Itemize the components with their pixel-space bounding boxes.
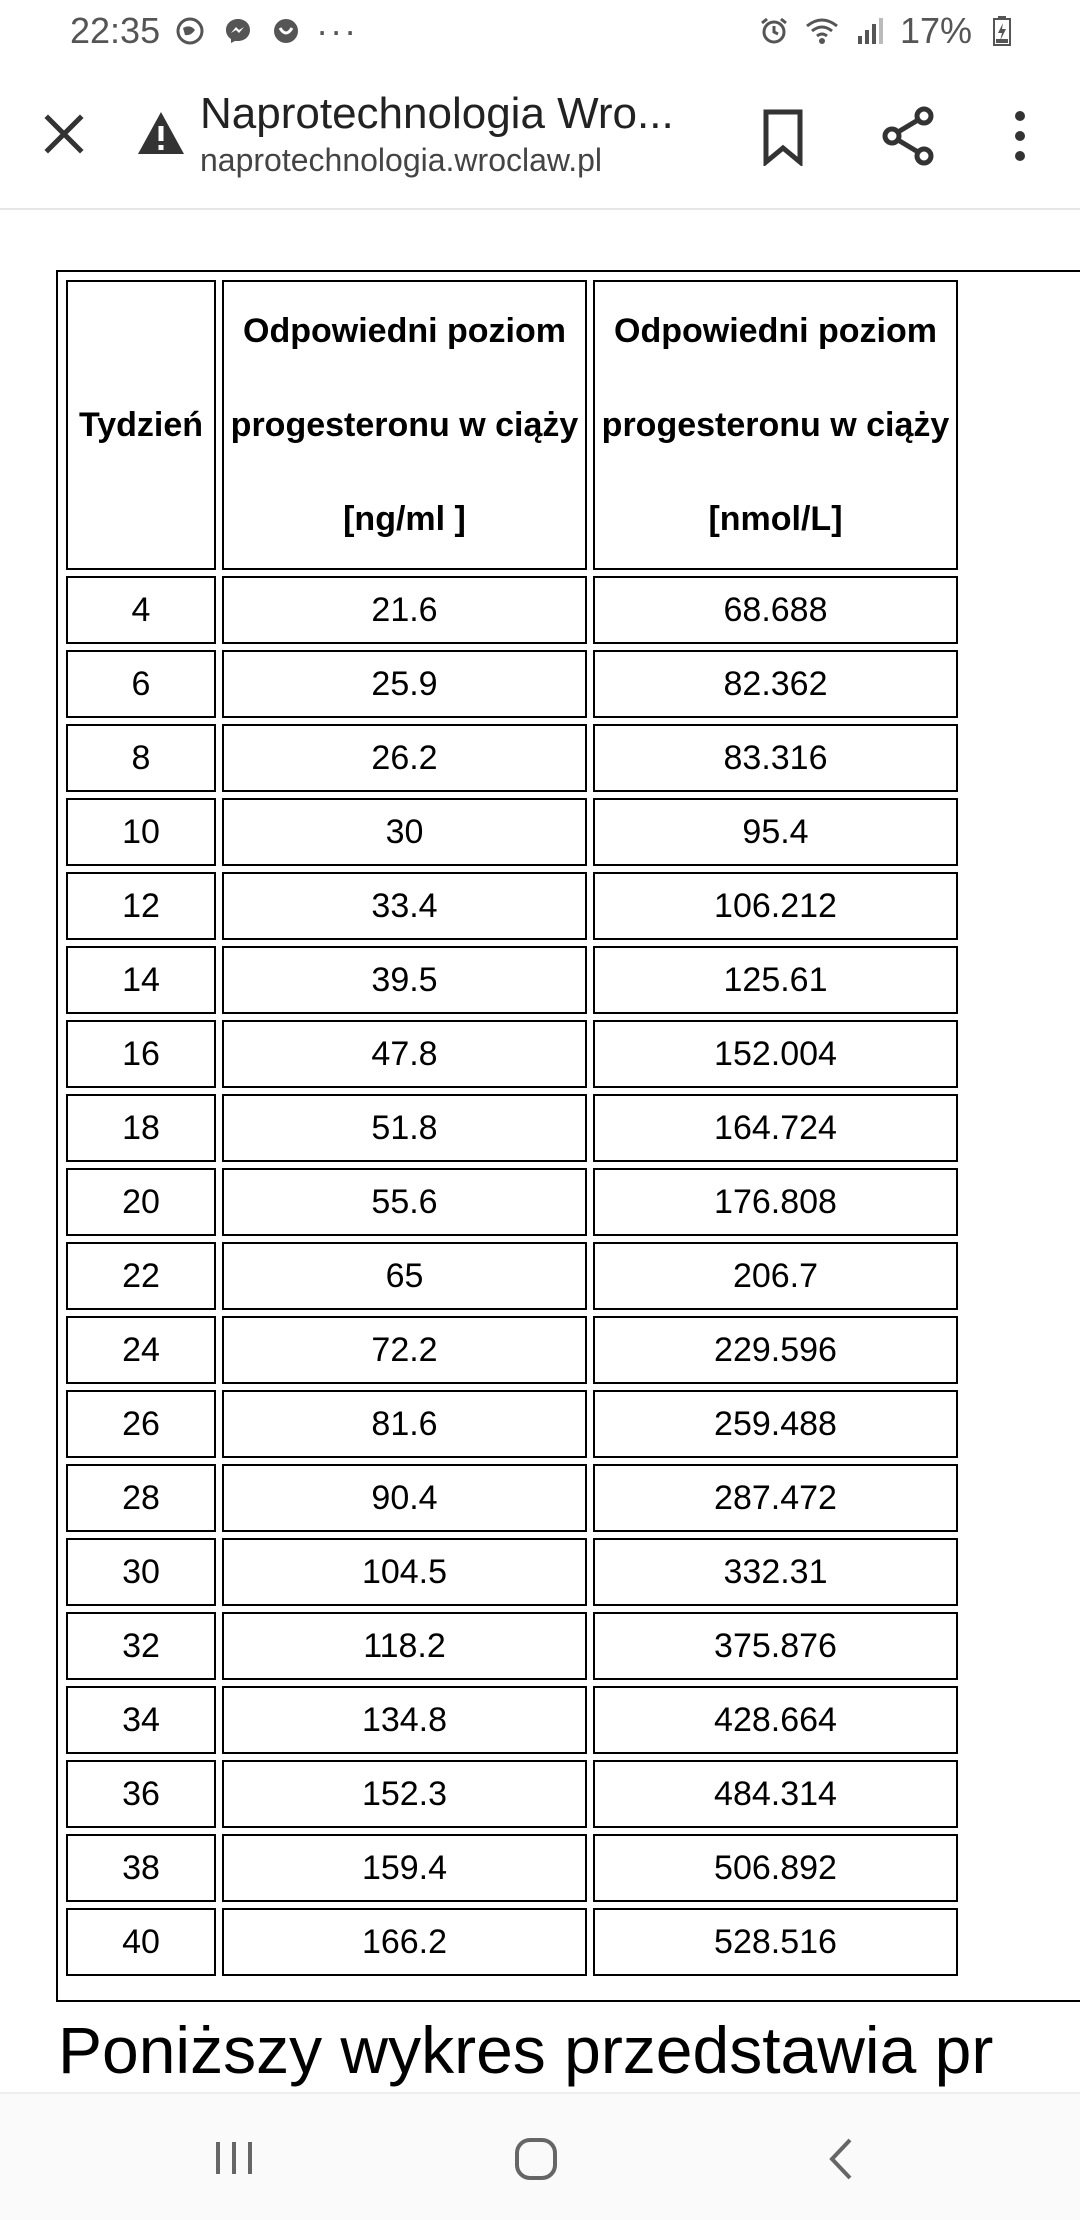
cell-ng: 159.4 <box>222 1834 587 1902</box>
header-ng <box>222 280 587 570</box>
table-row <box>66 1760 958 1828</box>
cell-week: 24 <box>66 1316 216 1384</box>
cell-week: 16 <box>66 1020 216 1088</box>
cell-week: 14 <box>66 946 216 1014</box>
cell-week: 6 <box>66 650 216 718</box>
cell-ng: 166.2 <box>222 1908 587 1976</box>
cell-ng: 51.8 <box>222 1094 587 1162</box>
cell-ng: 30 <box>222 798 587 866</box>
header-ng-line2: progesteronu w ciąży <box>230 406 579 444</box>
table-row <box>66 1464 958 1532</box>
table-header-row <box>66 280 958 570</box>
cell-week: 8 <box>66 724 216 792</box>
table-row <box>66 1094 958 1162</box>
page-title: Naprotechnologia Wro... <box>200 89 674 138</box>
cell-ng: 134.8 <box>222 1686 587 1754</box>
cell-week: 4 <box>66 576 216 644</box>
web-content <box>0 212 1080 2092</box>
header-nmol-line2: progesteronu w ciąży <box>601 406 950 444</box>
alarm-icon <box>756 13 792 49</box>
status-right <box>756 10 1020 52</box>
cell-week: 34 <box>66 1686 216 1754</box>
more-options-icon[interactable] <box>1000 106 1040 166</box>
cell-week: 26 <box>66 1390 216 1458</box>
cell-ng: 72.2 <box>222 1316 587 1384</box>
table-row <box>66 724 958 792</box>
table-row <box>66 650 958 718</box>
warning-icon[interactable] <box>136 110 186 156</box>
cell-ng: 21.6 <box>222 576 587 644</box>
cell-nmol: 528.516 <box>593 1908 958 1976</box>
table-row <box>66 1390 958 1458</box>
cell-ng: 90.4 <box>222 1464 587 1532</box>
browser-toolbar <box>0 62 1080 210</box>
signal-icon <box>852 13 888 49</box>
cell-ng: 25.9 <box>222 650 587 718</box>
table-body <box>66 576 958 1976</box>
table-row <box>66 1168 958 1236</box>
cell-nmol: 164.724 <box>593 1094 958 1162</box>
cell-nmol: 152.004 <box>593 1020 958 1088</box>
table-row <box>66 1242 958 1310</box>
header-nmol-line1: Odpowiedni poziom <box>614 312 937 350</box>
table-row <box>66 1834 958 1902</box>
header-nmol <box>593 280 958 570</box>
more-notifications-icon: ··· <box>316 10 359 51</box>
cell-ng: 65 <box>222 1242 587 1310</box>
cell-nmol: 484.314 <box>593 1760 958 1828</box>
table-row <box>66 1538 958 1606</box>
progesterone-table <box>60 274 964 1982</box>
cell-week: 36 <box>66 1760 216 1828</box>
cell-week: 28 <box>66 1464 216 1532</box>
cell-nmol: 287.472 <box>593 1464 958 1532</box>
status-time: 22:35 <box>70 10 161 51</box>
header-week-label: Tydzień <box>78 406 204 444</box>
cell-ng: 33.4 <box>222 872 587 940</box>
cell-ng: 39.5 <box>222 946 587 1014</box>
header-week <box>66 280 216 570</box>
cell-nmol: 68.688 <box>593 576 958 644</box>
cell-ng: 26.2 <box>222 724 587 792</box>
page-url: naprotechnologia.wroclaw.pl <box>200 142 603 178</box>
cell-week: 10 <box>66 798 216 866</box>
cell-ng: 152.3 <box>222 1760 587 1828</box>
cell-week: 12 <box>66 872 216 940</box>
table-row <box>66 1908 958 1976</box>
cell-nmol: 82.362 <box>593 650 958 718</box>
cell-nmol: 229.596 <box>593 1316 958 1384</box>
cell-ng: 47.8 <box>222 1020 587 1088</box>
table-row <box>66 1686 958 1754</box>
cell-week: 38 <box>66 1834 216 1902</box>
cell-week: 40 <box>66 1908 216 1976</box>
table-row <box>66 576 958 644</box>
status-bar <box>0 0 1080 62</box>
cell-week: 20 <box>66 1168 216 1236</box>
cell-nmol: 506.892 <box>593 1834 958 1902</box>
wifi-icon <box>804 13 840 49</box>
cell-nmol: 332.31 <box>593 1538 958 1606</box>
cell-nmol: 375.876 <box>593 1612 958 1680</box>
globe-icon <box>172 13 208 49</box>
cell-nmol: 125.61 <box>593 946 958 1014</box>
cell-week: 18 <box>66 1094 216 1162</box>
table-row <box>66 798 958 866</box>
cell-nmol: 206.7 <box>593 1242 958 1310</box>
cell-ng: 55.6 <box>222 1168 587 1236</box>
recent-apps-icon[interactable] <box>210 2138 258 2178</box>
table-row <box>66 946 958 1014</box>
cell-ng: 104.5 <box>222 1538 587 1606</box>
progesterone-table-container <box>56 270 1080 2002</box>
battery-charging-icon <box>984 13 1020 49</box>
status-left <box>70 10 358 52</box>
chat-bubble-icon <box>268 13 304 49</box>
header-ng-line3: [ng/ml ] <box>343 500 466 538</box>
cell-week: 30 <box>66 1538 216 1606</box>
system-nav-bar <box>0 2092 1080 2220</box>
bookmark-icon[interactable] <box>758 108 808 166</box>
share-icon[interactable] <box>880 106 936 166</box>
close-icon[interactable] <box>38 108 90 160</box>
table-row <box>66 872 958 940</box>
cell-nmol: 106.212 <box>593 872 958 940</box>
header-ng-line1: Odpowiedni poziom <box>243 312 566 350</box>
cell-ng: 118.2 <box>222 1612 587 1680</box>
cell-nmol: 83.316 <box>593 724 958 792</box>
table-row <box>66 1316 958 1384</box>
cell-nmol: 259.488 <box>593 1390 958 1458</box>
table-row <box>66 1020 958 1088</box>
cell-ng: 81.6 <box>222 1390 587 1458</box>
section-paragraph: Poniższy wykres przedstawia pr <box>58 2013 994 2087</box>
home-icon[interactable] <box>512 2136 560 2182</box>
cell-nmol: 428.664 <box>593 1686 958 1754</box>
messenger-icon <box>220 13 256 49</box>
cell-week: 32 <box>66 1612 216 1680</box>
address-area[interactable] <box>200 88 720 180</box>
cell-nmol: 95.4 <box>593 798 958 866</box>
back-icon[interactable] <box>822 2134 858 2184</box>
cell-week: 22 <box>66 1242 216 1310</box>
cell-nmol: 176.808 <box>593 1168 958 1236</box>
battery-percent: 17% <box>899 10 972 51</box>
table-row <box>66 1612 958 1680</box>
header-nmol-line3: [nmol/L] <box>708 500 843 538</box>
